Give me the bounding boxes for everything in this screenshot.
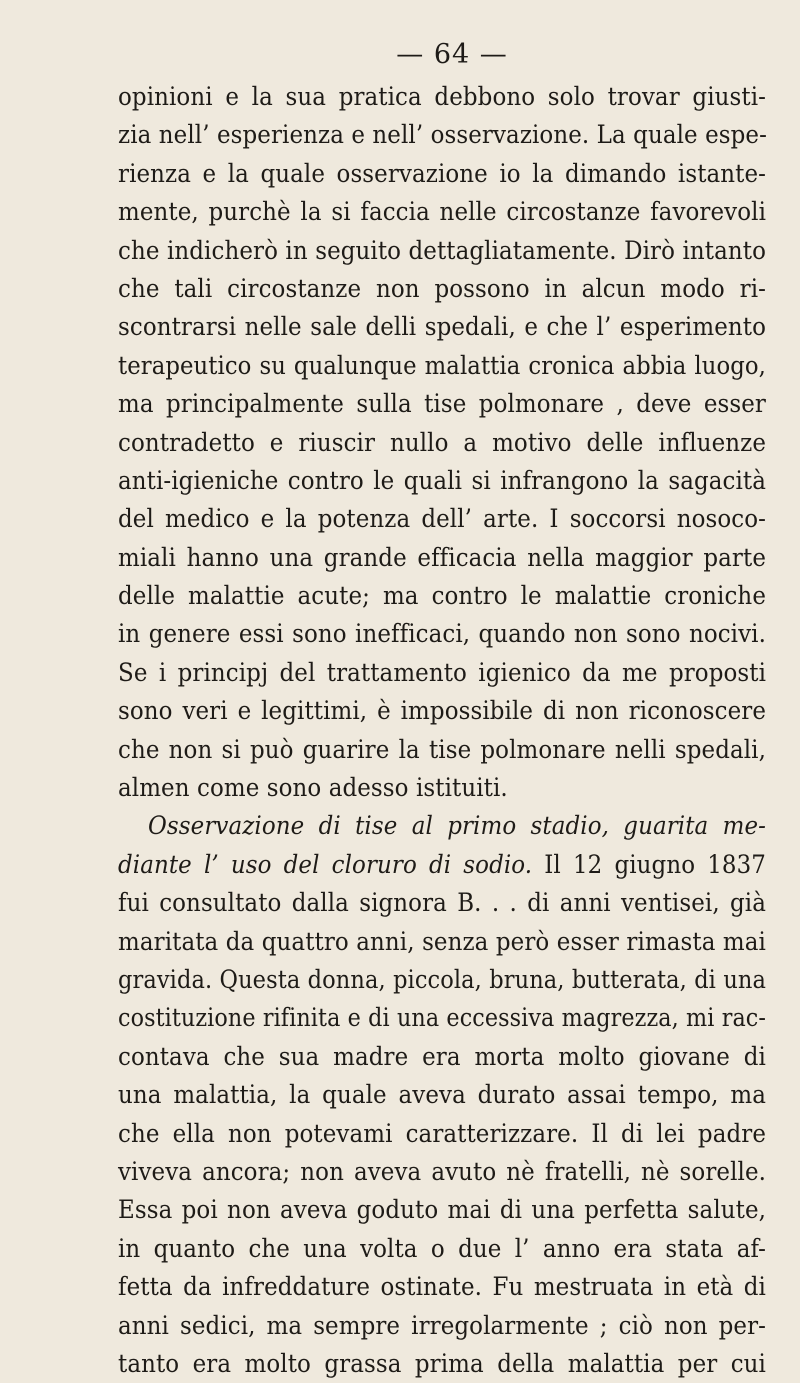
text-line: almen come sono adesso istituiti. (118, 773, 508, 804)
text-line: maritata da quattro anni, senza però esser rimasta mai (118, 926, 766, 957)
text-line: del medico e la potenza dell’ arte. I soccorsi nosoco- (118, 504, 766, 535)
text-line: gravida. Questa donna, piccola, bruna, butterata, di una (118, 964, 766, 994)
body-text (118, 78, 766, 1383)
text-line: sono veri e legittimi, è impossibile di non riconoscere (118, 696, 766, 727)
text-line: che ella non potevami caratterizzare. Il di lei padre (118, 1118, 766, 1149)
text-line: miali hanno una grande efficacia nella maggior parte (118, 542, 766, 573)
text-line: in quanto che una volta o due l’ anno era stata af- (118, 1233, 766, 1264)
text-line: anni sedici, ma sempre irregolarmente ; ciò non per- (118, 1310, 766, 1341)
page-number-header: — 64 — (396, 39, 508, 70)
text-line: una malattia, la quale aveva durato assai tempo, ma (118, 1080, 766, 1111)
text-line: contava che sua madre era morta molto giovane di (118, 1041, 766, 1072)
text-line: mente, purchè la si faccia nelle circostanze favorevoli (118, 197, 766, 228)
text-line: Se i principj del trattamento igienico da me proposti (118, 657, 766, 688)
text-line: scontrarsi nelle sale delli spedali, e che l’ esperimento (118, 312, 766, 343)
text-line: che non si può guarire la tise polmonare nelli spedali, (118, 734, 766, 765)
section-heading-line (118, 807, 766, 845)
text-line: fui consultato dalla signora B. . . di anni ventisei, già (118, 888, 766, 919)
section-heading-line (118, 846, 766, 884)
text-line: fetta da infreddature ostinate. Fu mestruata in età di (118, 1272, 766, 1303)
text-line: anti-igieniche contro le quali si infrangono la sagacità (118, 465, 766, 496)
text-run: Il 12 giugno 1837 (532, 849, 766, 880)
text-line: opinioni e la sua pratica debbono solo trovar giusti- (118, 82, 766, 112)
text-line: costituzione rifinita e di una eccessiva magrezza, mi rac- (118, 1003, 766, 1033)
text-line: ma principalmente sulla tise polmonare , deve esser (118, 389, 766, 420)
text-line: in genere essi sono inefficaci, quando non sono nocivi. (118, 619, 766, 650)
text-line: contradetto e riuscir nullo a motivo delle influenze (118, 427, 766, 458)
text-line: che indicherò in seguito dettagliatamente. Dirò intanto (118, 235, 766, 266)
section-heading-italic: diante l’ uso del cloruro di sodio. (118, 849, 533, 880)
text-line: delle malattie acute; ma contro le malattie croniche (118, 581, 766, 612)
text-line: viveva ancora; non aveva avuto nè fratelli, nè sorelle. (118, 1156, 766, 1187)
text-line: tanto era molto grassa prima della malattia per cui (118, 1348, 766, 1379)
text-line: rienza e la quale osservazione io la dimando istante- (118, 158, 766, 189)
text-line: zia nell’ esperienza e nell’ osservazione. La quale espe- (118, 120, 767, 151)
text-line: che tali circostanze non possono in alcun modo ri- (118, 273, 766, 304)
text-line: terapeutico su qualunque malattia cronica abbia luogo, (118, 350, 766, 380)
section-heading-italic: Osservazione di tise al primo stadio, guarita me- (148, 811, 766, 842)
text-line: Essa poi non aveva goduto mai di una perfetta salute, (118, 1195, 766, 1226)
